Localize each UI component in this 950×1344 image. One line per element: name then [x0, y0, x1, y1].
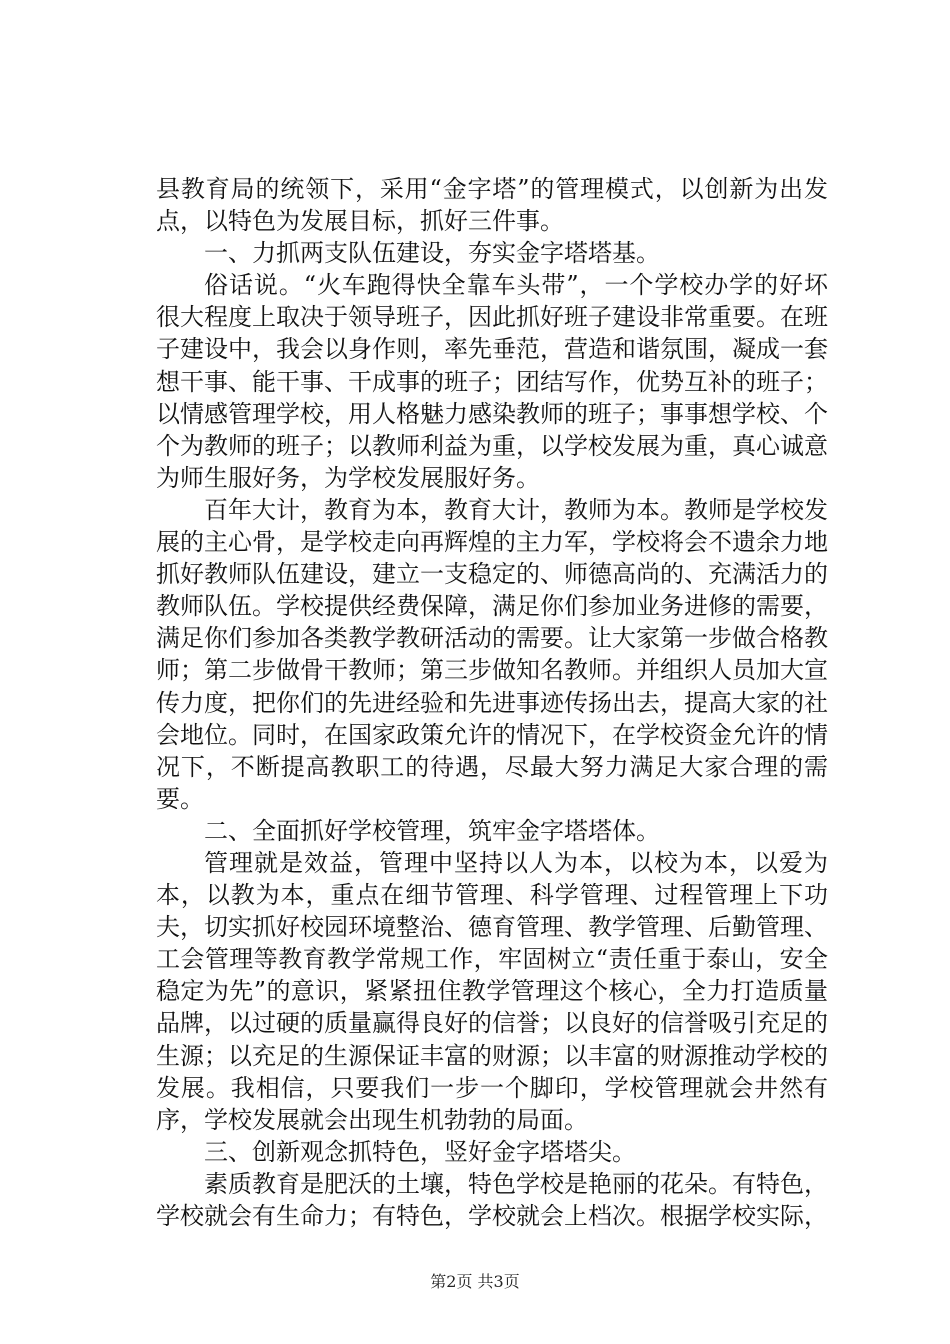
- paragraph-management: 管理就是效益，管理中坚持以人为本，以校为本，以爱为本，以教为本，重点在细节管理、科学管理、过程管理上下功夫，切实抓好校园环境整治、德育管理、教学管理、后勤管理、工会管理等教育教学常规工作，牢固树立“责任重于泰山，安全稳定为先”的意识，紧紧扭住教学管理这个核心，全力打造质量品牌，以过硬的质量赢得良好的信誉；以良好的信誉吸引充足的生源；以充足的生源保证丰富的财源；以丰富的财源推动学校的发展。我相信，只要我们一步一个脚印，学校管理就会井然有序，学校发展就会出现生机勃勃的局面。: [156, 848, 828, 1134]
- page-footer: 第2页 共3页: [430, 1272, 520, 1291]
- document-body: [156, 173, 828, 1232]
- paragraph-leadership: 俗话说。“火车跑得快全靠车头带”，一个学校办学的好坏很大程度上取决于领导班子，因此抓好班子建设非常重要。在班子建设中，我会以身作则，率先垂范，营造和谐氛围，凝成一套想干事、能干事、干成事的班子；团结写作，优势互补的班子；以情感管理学校，用人格魅力感染教师的班子；事事想学校、个个为教师的班子；以教师利益为重，以学校发展为重，真心诚意为师生服好务，为学校发展服好务。: [156, 271, 828, 492]
- section-heading-2: 二、全面抓好学校管理，筑牢金字塔塔体。: [204, 816, 660, 845]
- paragraph-teachers: 百年大计，教育为本，教育大计，教师为本。教师是学校发展的主心骨，是学校走向再辉煌的主力军，学校将会不遗余力地抓好教师队伍建设，建立一支稳定的、师德高尚的、充满活力的教师队伍。学校提供经费保障，满足你们参加业务进修的需要，满足你们参加各类教学教研活动的需要。让大家第一步做合格教师；第二步做骨干教师；第三步做知名教师。并组织人员加大宣传力度，把你们的先进经验和先进事迹传扬出去，提高大家的社会地位。同时，在国家政策允许的情况下，在学校资金允许的情况下，不断提高教职工的待遇，尽最大努力满足大家合理的需要。: [156, 495, 828, 813]
- paragraph-quality-education: 素质教育是肥沃的土壤，特色学校是艳丽的花朵。有特色，学校就会有生命力；有特色，学校就会上档次。根据学校实际，: [156, 1169, 828, 1230]
- section-heading-3: 三、创新观念抓特色，竖好金字塔塔尖。: [204, 1137, 636, 1166]
- section-heading-1: 一、力抓两支队伍建设，夯实金字塔塔基。: [204, 239, 660, 268]
- paragraph-continuation: 县教育局的统领下，采用“金字塔”的管理模式，以创新为出发点，以特色为发展目标，抓好三件事。: [156, 175, 828, 236]
